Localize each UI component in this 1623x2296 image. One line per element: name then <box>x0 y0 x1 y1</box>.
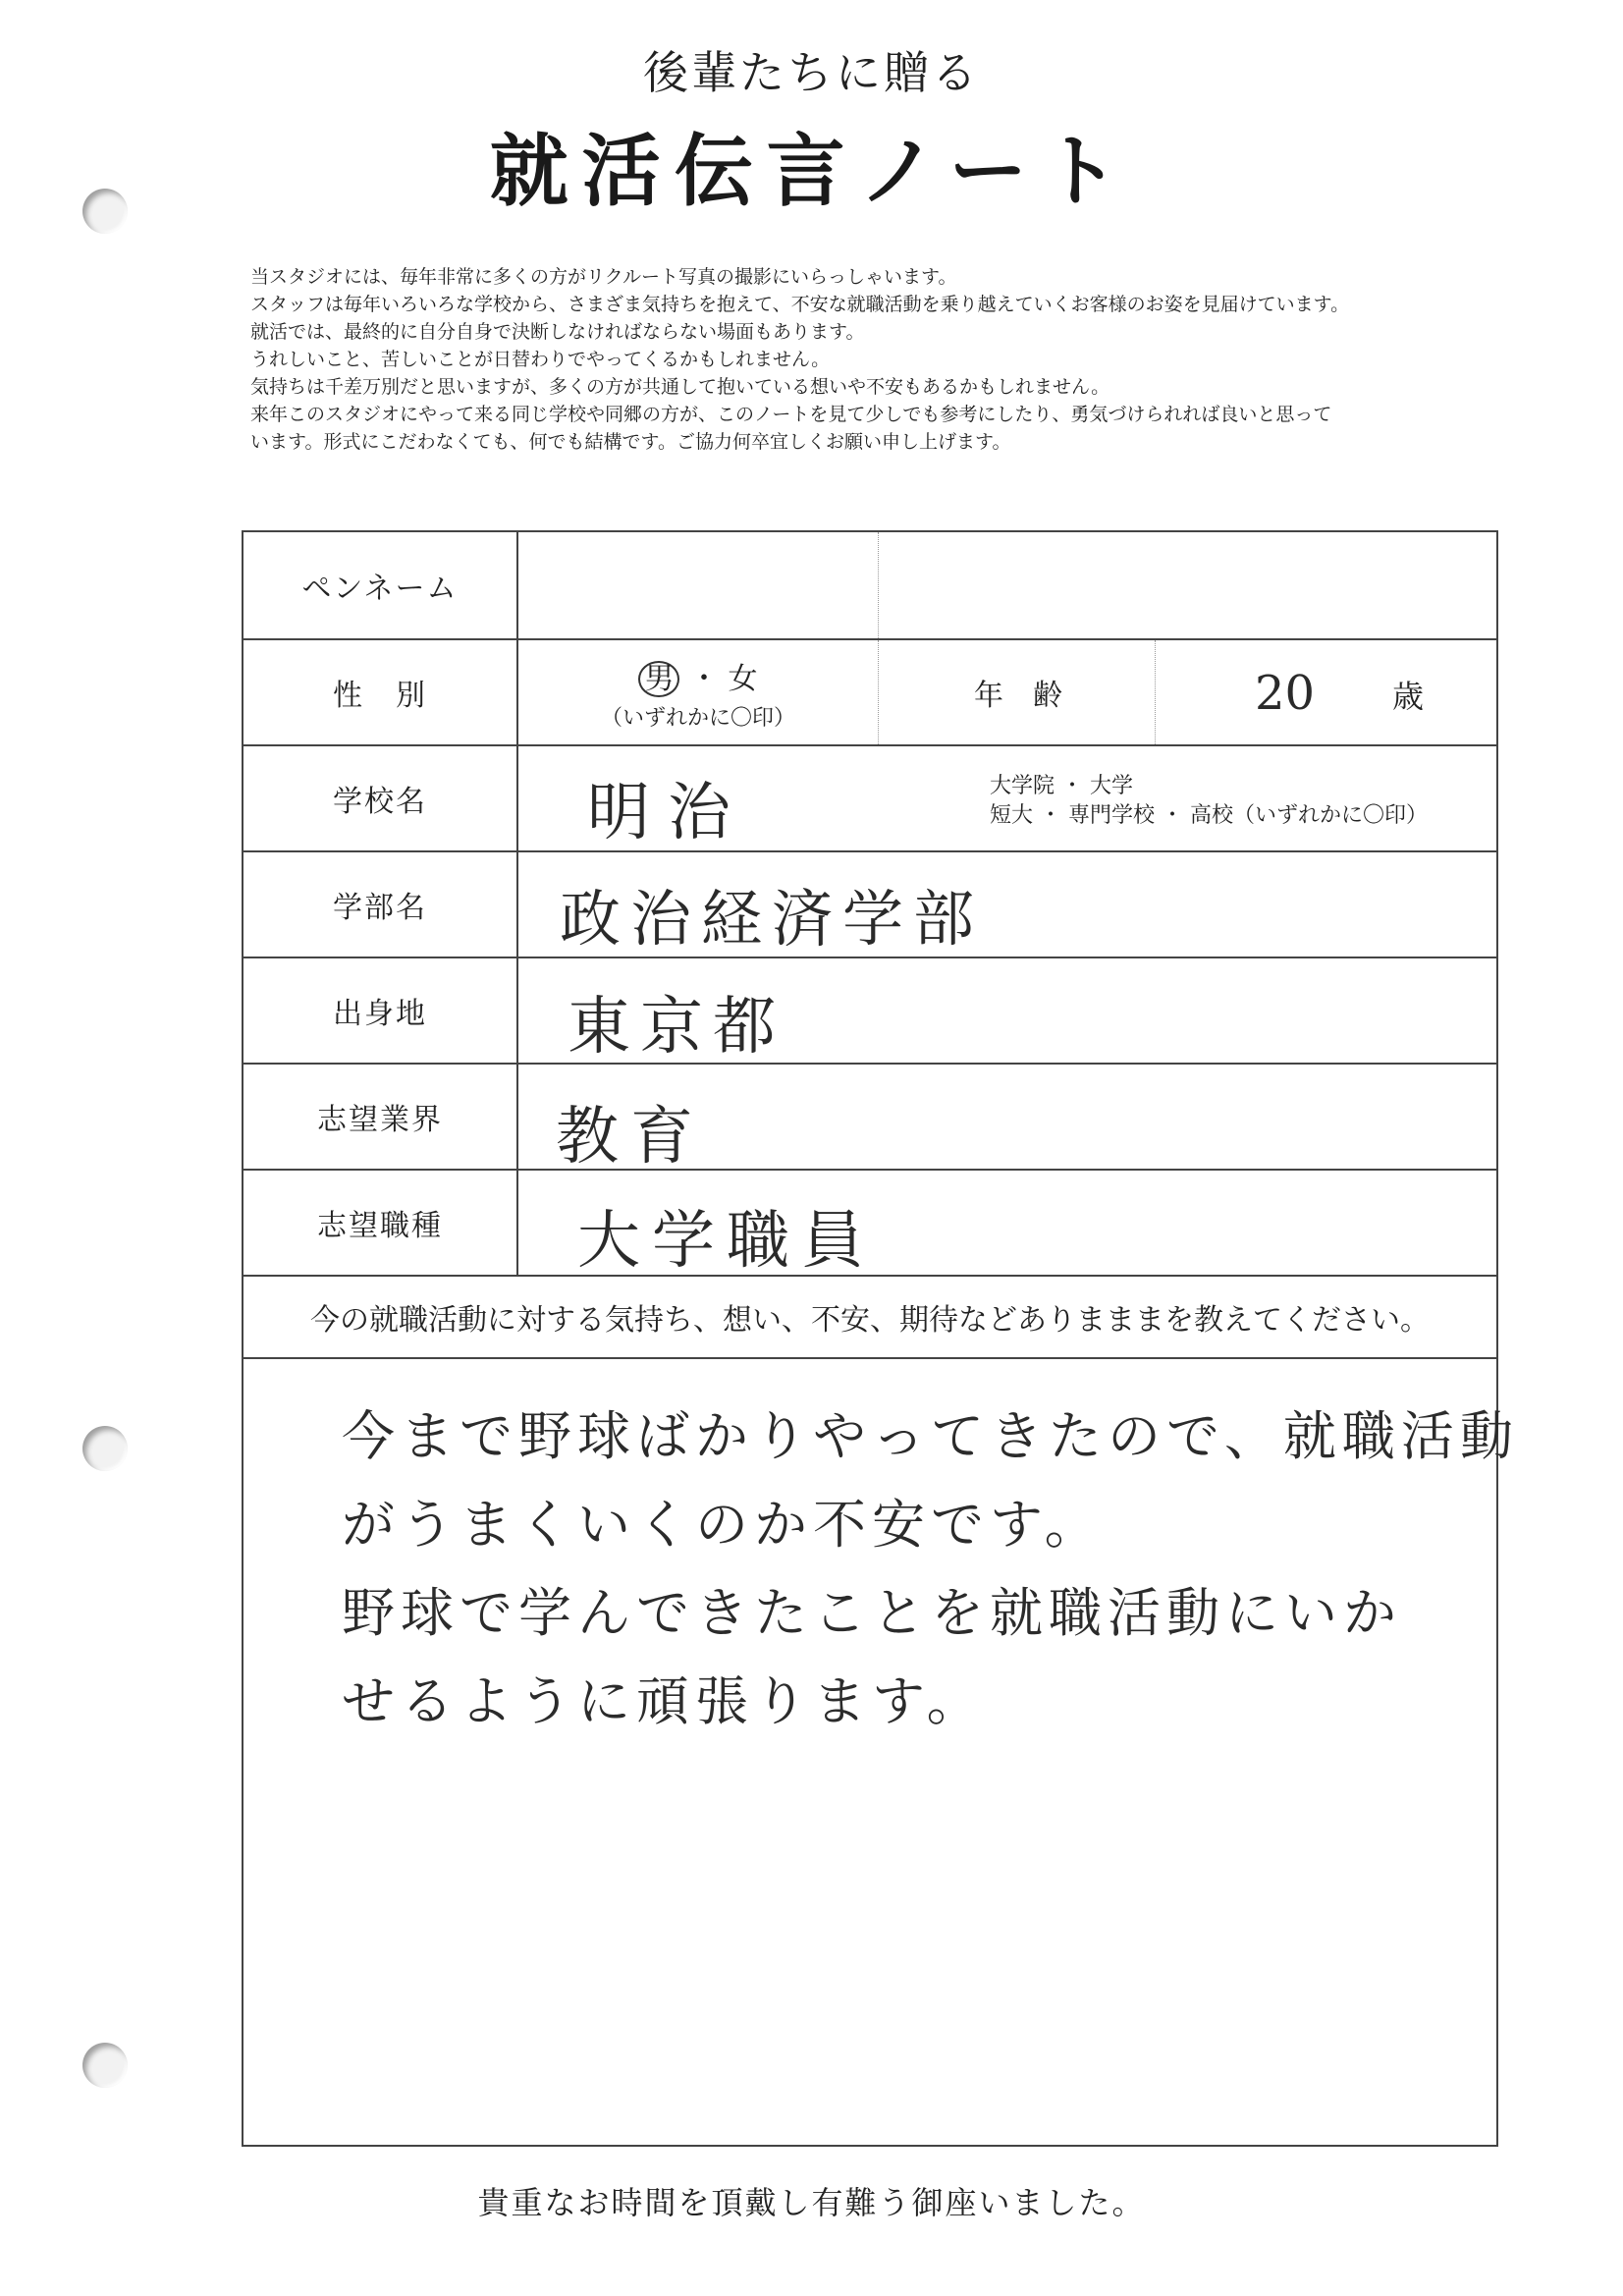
pen-name-divider <box>878 532 879 638</box>
gender-age-divider <box>878 640 879 744</box>
comment-line: がうまくいくのか不安です。 <box>342 1494 1104 1556</box>
intro-line: 当スタジオには、毎年非常に多くの方がリクルート写真の撮影にいらっしゃいます。 <box>250 266 957 288</box>
intro-line: 気持ちは千差万別だと思いますが、多くの方が共通して抱いている想いや不安もあるかもしれません。 <box>250 376 1110 398</box>
row-pen-name <box>243 532 1496 640</box>
school-value[interactable]: 明治 <box>587 777 748 849</box>
gender-female[interactable]: 女 <box>728 662 758 696</box>
row-industry <box>243 1065 1496 1174</box>
job-value[interactable]: 大学職員 <box>577 1205 876 1278</box>
label-school: 学校名 <box>243 746 518 850</box>
comment-line: せるように頑張ります。 <box>342 1670 986 1732</box>
school-type-line2: 短大 ・ 専門学校 ・ 高校（いずれかに〇印） <box>990 803 1428 828</box>
gender-note: （いずれかに〇印） <box>600 706 795 731</box>
gender-options[interactable] <box>518 654 878 732</box>
intro-line: います。形式にこだわなくても、何でも結構です。ご協力何卒宜しくお願い申し上げます。 <box>250 431 1011 453</box>
age-unit: 歳 <box>1392 678 1425 715</box>
intro-line: 就活では、最終的に自分自身で決断しなければならない場面もあります。 <box>250 321 865 343</box>
page-title: 就活伝言ノート <box>489 126 1134 217</box>
comment-line: 野球で学んできたことを就職活動にいか <box>342 1582 1402 1644</box>
intro-line: スタッフは毎年いろいろな学校から、さまざま気持ちを抱えて、不安な就職活動を乗り越えていくお客様のお姿を見届けています。 <box>250 294 1350 315</box>
comment-line: 今まで野球ばかりやってきたので、就職活動 <box>342 1405 1519 1467</box>
school-type-options[interactable] <box>990 772 1428 831</box>
row-gender-age <box>243 640 1496 746</box>
hometown-value[interactable]: 東京都 <box>568 991 785 1064</box>
faculty-value[interactable]: 政治経済学部 <box>560 883 985 955</box>
gender-male-selected[interactable]: 男 <box>638 661 679 697</box>
intro-text <box>250 263 1586 456</box>
label-job: 志望職種 <box>243 1171 518 1275</box>
comment-prompt: 今の就職活動に対する気持ち、想い、不安、期待などありまままを教えてください。 <box>243 1277 1496 1359</box>
comment-field[interactable] <box>243 1359 1519 2145</box>
pen-name-field[interactable] <box>528 552 1471 621</box>
school-type-line1: 大学院 ・ 大学 <box>990 774 1133 798</box>
age-value[interactable]: 20 <box>1255 666 1316 721</box>
binder-hole-bottom <box>82 2043 128 2088</box>
binder-hole-middle <box>82 1426 128 1471</box>
gender-separator: ・ <box>689 662 719 696</box>
label-gender: 性 別 <box>243 640 518 744</box>
label-industry: 志望業界 <box>243 1065 518 1169</box>
row-school <box>243 746 1496 852</box>
intro-line: 来年このスタジオにやって来る同じ学校や同郷の方が、このノートを見て少しでも参考にしたり、勇気づけられれば良いと思って <box>250 404 1332 425</box>
intro-line: うれしいこと、苦しいことが日替わりでやってくるかもしれません。 <box>250 349 831 370</box>
label-faculty: 学部名 <box>243 852 518 957</box>
questionnaire-form <box>242 530 1519 2147</box>
comment-section <box>243 1277 1519 2145</box>
industry-value[interactable]: 教育 <box>556 1101 705 1174</box>
label-hometown: 出身地 <box>243 958 518 1063</box>
label-age: 年 齢 <box>882 640 1156 744</box>
page-subtitle: 後輩たちに贈る <box>643 46 980 99</box>
row-job <box>243 1171 1496 1277</box>
row-hometown <box>243 958 1496 1065</box>
label-pen-name: ペンネーム <box>243 532 518 638</box>
footer-thanks: 貴重なお時間を頂戴し有難う御座いました。 <box>477 2184 1146 2221</box>
row-faculty <box>243 852 1496 958</box>
